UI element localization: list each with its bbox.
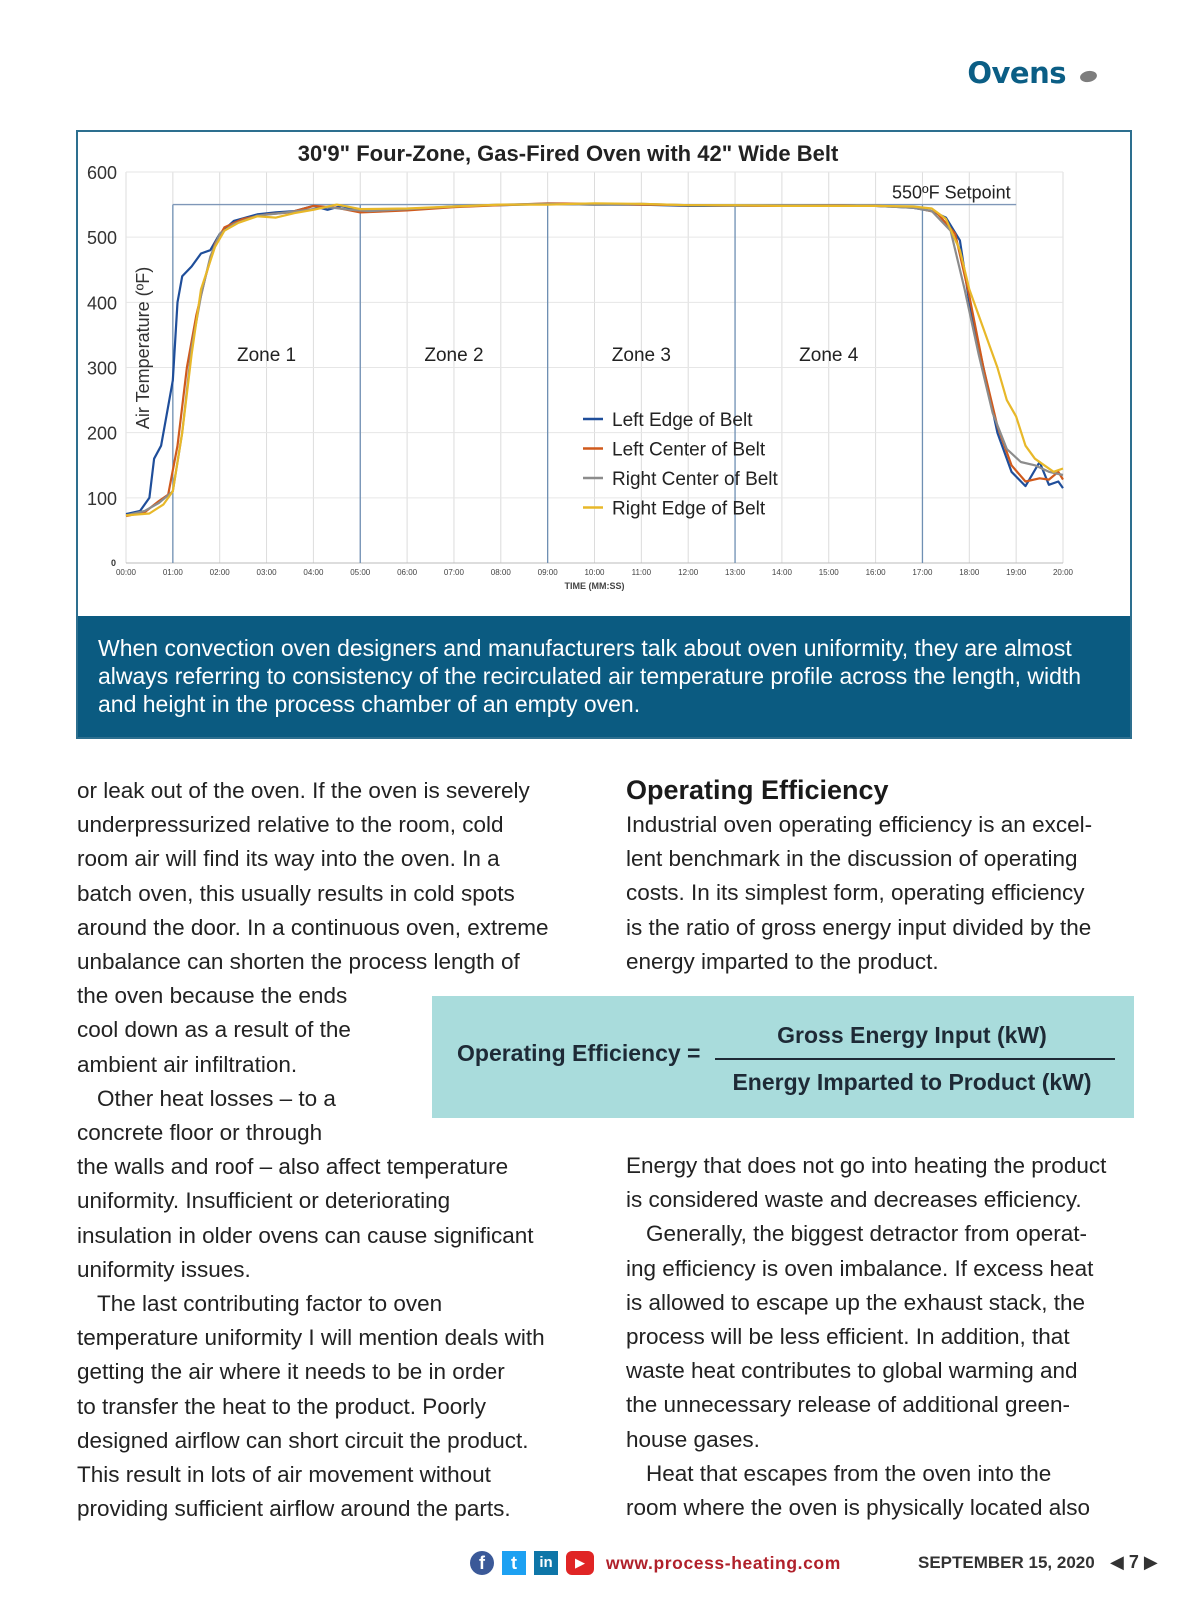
text-line: Other heat losses – to a [97, 1085, 336, 1111]
section-heading: Operating Efficiency [626, 775, 889, 805]
text-line: is allowed to escape up the exhaust stack, the [626, 1289, 1086, 1315]
facebook-icon[interactable]: f [470, 1551, 494, 1575]
text-line: getting the air where it needs to be in order [77, 1359, 505, 1385]
y-tick-label: 200 [86, 423, 117, 444]
x-tick-label: 01:00 [162, 568, 183, 577]
text-line: Heat that escapes from the oven into the [646, 1460, 1052, 1486]
x-tick-label: 15:00 [818, 568, 839, 577]
right-paragraph-2 [626, 1149, 1146, 1217]
text-line: uniformity. Insufficient or deteriorating [77, 1188, 451, 1214]
y-tick-label: 400 [86, 293, 117, 314]
right-column-bottom [626, 1149, 1146, 1525]
zone-label: Zone 3 [611, 344, 671, 366]
x-tick-label: 18:00 [959, 568, 980, 577]
x-tick-label: 07:00 [443, 568, 464, 577]
x-tick-label: 08:00 [490, 568, 511, 577]
youtube-icon[interactable]: ▶ [566, 1551, 594, 1575]
legend-label: Right Edge of Belt [612, 498, 766, 520]
text-line: room air will find its way into the oven. In a [77, 846, 500, 872]
text-line: uniformity issues. [77, 1256, 251, 1282]
x-tick-label: 10:00 [584, 568, 605, 577]
x-tick-label: 04:00 [303, 568, 324, 577]
y-tick-label: 100 [86, 488, 117, 509]
text-line: the oven because the ends [77, 983, 348, 1009]
formula-numerator: Gross Energy Input (kW) [777, 1022, 1047, 1048]
left-column [77, 774, 597, 1526]
formula-denominator: Energy Imparted to Product (kW) [732, 1069, 1092, 1095]
text-line: or leak out of the oven. If the oven is severely [77, 778, 530, 803]
figure-caption: When convection oven designers and manufacturers talk about oven uniformity, they are almost always referring to consistency of the recirculated air temperature profile across the length, width and height in the process chamber of an empty oven. [78, 616, 1130, 737]
x-tick-label: 20:00 [1052, 568, 1074, 577]
text-line: temperature uniformity I will mention deals with [77, 1325, 545, 1351]
text-line: around the door. In a continuous oven, extreme [77, 914, 549, 940]
legend-label: Right Center of Belt [612, 469, 778, 490]
y-tick-label: 300 [86, 358, 117, 379]
x-tick-label: 05:00 [350, 568, 371, 577]
x-tick-label: 12:00 [678, 568, 699, 577]
right-paragraph-4 [626, 1457, 1146, 1525]
zone-label: Zone 2 [424, 344, 484, 366]
legend-label: Left Edge of Belt [612, 410, 753, 431]
x-tick-label: 03:00 [256, 568, 277, 577]
x-axis-title: TIME (MM:SS) [564, 581, 625, 591]
y-tick-label: 600 [86, 163, 117, 183]
right-paragraph-3 [626, 1217, 1146, 1456]
text-line: The last contributing factor to oven [97, 1291, 443, 1317]
section-marker-icon [1079, 70, 1098, 84]
y-axis-title: Air Temperature (ºF) [133, 266, 153, 430]
y-tick-label: 0 [110, 558, 116, 568]
x-tick-label: 19:00 [1006, 568, 1027, 577]
section-title: Ovens [967, 56, 1066, 90]
fraction-bar [715, 1058, 1115, 1060]
text-line: lent benchmark in the discussion of operating [626, 846, 1078, 872]
text-line: room where the oven is physically located also [626, 1495, 1090, 1521]
text-line: the unnecessary release of additional green- [626, 1392, 1071, 1418]
text-line: ing efficiency is oven imbalance. If excess heat [626, 1255, 1094, 1281]
issue-date: SEPTEMBER 15, 2020 [918, 1553, 1095, 1572]
text-line: is considered waste and decreases efficiency. [626, 1187, 1082, 1213]
x-tick-label: 14:00 [771, 568, 792, 577]
text-line: unbalance can shorten the process length of [77, 949, 520, 975]
formula-lhs: Operating Efficiency = [457, 1040, 701, 1066]
text-line: cool down as a result of the [77, 1017, 351, 1043]
text-line: process will be less efficient. In addition, that [626, 1324, 1070, 1350]
text-line: to transfer the heat to the product. Poorly [77, 1393, 486, 1419]
linkedin-icon[interactable]: in [534, 1551, 558, 1575]
text-line: underpressurized relative to the room, cold [77, 812, 504, 838]
zone-label: Zone 4 [799, 344, 859, 366]
x-tick-label: 00:00 [115, 568, 137, 577]
x-tick-label: 09:00 [537, 568, 558, 577]
setpoint-label: 550ºF Setpoint [891, 182, 1011, 203]
right-paragraph-1 [626, 808, 1146, 979]
website-link[interactable]: www.process-heating.com [606, 1553, 841, 1573]
text-line: designed airflow can short circuit the product. [77, 1427, 529, 1453]
text-line: energy imparted to the product. [626, 948, 939, 974]
figure [76, 130, 1132, 739]
legend-label: Left Center of Belt [612, 439, 766, 461]
page-number-value: 7 [1128, 1552, 1139, 1572]
page-number: ◀ 7 ▶ [1110, 1552, 1158, 1572]
twitter-icon[interactable]: t [502, 1551, 526, 1575]
text-line: insulation in older ovens can cause significant [77, 1222, 534, 1248]
x-tick-label: 11:00 [631, 568, 652, 577]
text-line: the walls and roof – also affect temperature [77, 1154, 509, 1180]
text-line: Energy that does not go into heating the product [626, 1153, 1107, 1178]
text-line: concrete floor or through [77, 1120, 323, 1146]
text-line: Industrial oven operating efficiency is an excel- [626, 812, 1093, 837]
x-tick-label: 02:00 [209, 568, 230, 577]
y-tick-label: 500 [86, 228, 117, 249]
text-line: costs. In its simplest form, operating efficiency [626, 880, 1085, 906]
text-line: is the ratio of gross energy input divided by the [626, 914, 1092, 940]
text-line: providing sufficient airflow around the parts. [77, 1496, 511, 1522]
text-line: This result in lots of air movement without [77, 1462, 491, 1488]
right-column-top [626, 772, 1146, 979]
text-line: Generally, the biggest detractor from operat- [646, 1221, 1088, 1247]
chart-title: 30'9" Four-Zone, Gas-Fired Oven with 42" Wide Belt [297, 141, 839, 166]
zone-label: Zone 1 [236, 344, 297, 366]
temperature-chart [78, 132, 1130, 616]
text-line: house gases. [626, 1426, 760, 1452]
left-paragraph-3 [77, 1287, 597, 1526]
x-tick-label: 17:00 [912, 568, 933, 577]
text-line: batch oven, this usually results in cold spots [77, 880, 515, 906]
x-tick-label: 13:00 [725, 568, 746, 577]
x-tick-label: 16:00 [865, 568, 886, 577]
efficiency-formula [432, 996, 1134, 1118]
text-line: ambient air infiltration. [77, 1051, 298, 1077]
x-tick-label: 06:00 [397, 568, 418, 577]
text-line: waste heat contributes to global warming and [626, 1358, 1078, 1384]
